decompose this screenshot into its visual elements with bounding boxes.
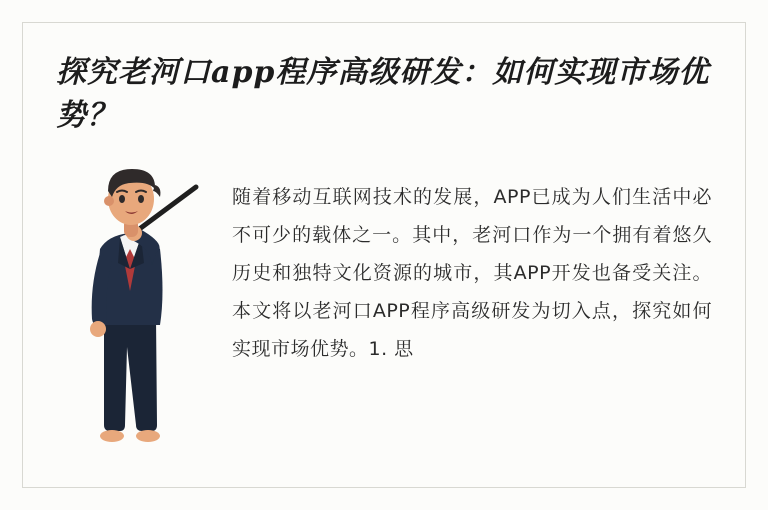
card-content bbox=[22, 22, 746, 488]
businessman-with-pointer-illustration bbox=[56, 157, 226, 457]
page-title: 探究老河口app程序高级研发：如何实现市场优势？ bbox=[56, 55, 710, 133]
article-body bbox=[56, 151, 712, 457]
article-paragraph: 随着移动互联网技术的发展，APP已成为人们生活中必不可少的载体之一。其中，老河口作为一个拥有着悠久历史和独特文化资源的城市，其APP开发也备受关注。本文将以老河口APP程序高级研发为切入点，探究如何实现市场优势。1. 思 bbox=[232, 186, 712, 361]
